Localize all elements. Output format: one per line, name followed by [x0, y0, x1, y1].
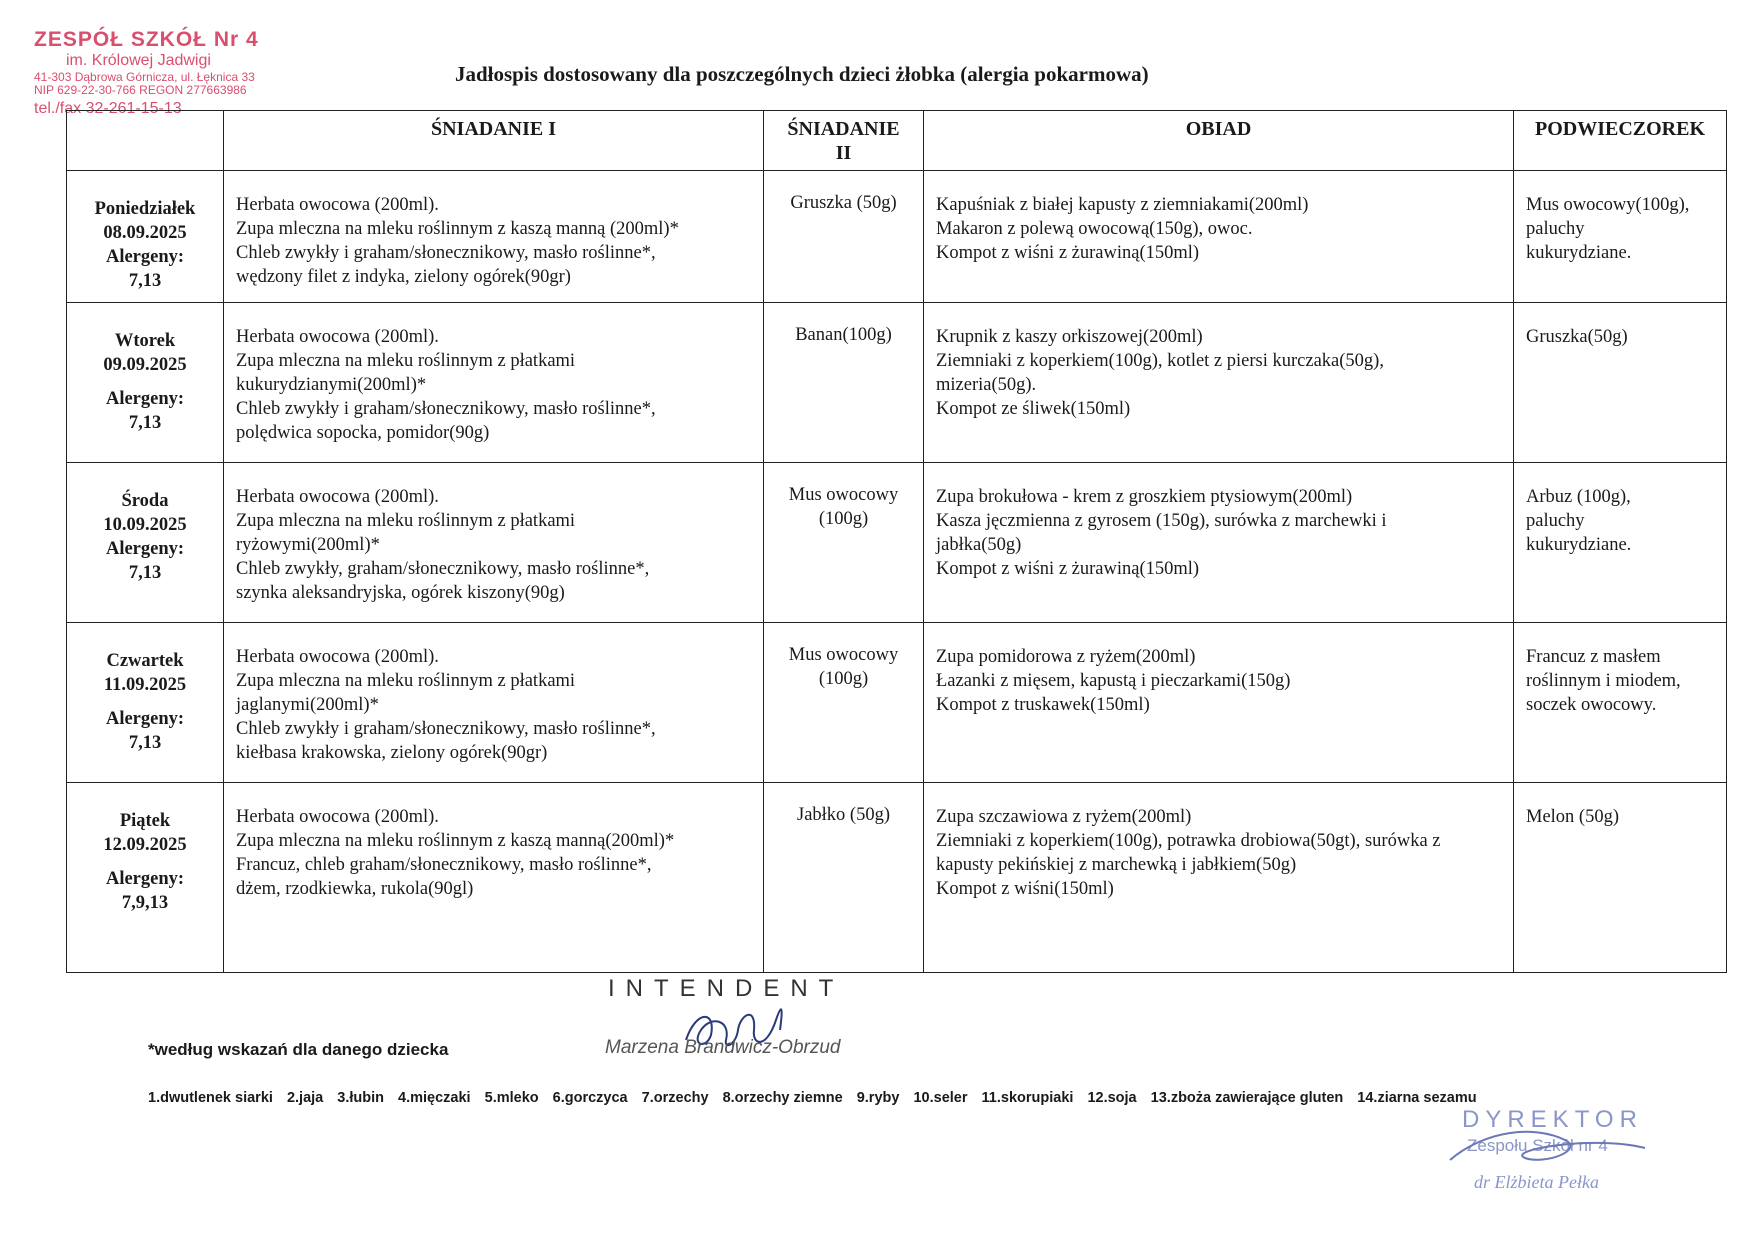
menu-line: kukurydzianymi(200ml)* [236, 375, 427, 395]
snack-cell [1514, 623, 1727, 783]
menu-line: Chleb zwykły, graham/słonecznikowy, masło roślinne*, [236, 559, 650, 579]
breakfast-1-cell [224, 783, 764, 973]
day-row-friday [67, 783, 1727, 973]
menu-line: Łazanki z mięsem, kapustą i pieczarkami(150g) [936, 671, 1291, 691]
menu-line: paluchy [1526, 219, 1585, 239]
header-day [67, 111, 224, 171]
menu-line: Jabłko (50g) [797, 805, 890, 825]
allergen-item: 6.gorczyca [552, 1090, 628, 1106]
menu-line: Herbata owocowa (200ml). [236, 647, 439, 667]
menu-line: Zupa szczawiowa z ryżem(200ml) [936, 807, 1192, 827]
allergens-label: Alergeny: [105, 709, 185, 729]
menu-line: Chleb zwykły i graham/słonecznikowy, masło roślinne*, [236, 399, 656, 419]
menu-line: soczek owocowy. [1526, 695, 1657, 715]
menu-line: Mus owocowy(100g), [1526, 195, 1690, 215]
menu-line: Kompot z wiśni(150ml) [936, 879, 1114, 899]
allergens-label: Alergeny: [105, 389, 185, 409]
school-stamp [34, 28, 259, 119]
menu-line: Zupa brokułowa - krem z groszkiem ptysiowym(200ml) [936, 487, 1353, 507]
day-name: Czwartek [106, 651, 184, 671]
allergens-value: 7,13 [128, 413, 162, 433]
allergen-item: 12.soja [1087, 1090, 1137, 1106]
allergens-label: Alergeny: [105, 869, 185, 889]
snack-cell [1514, 171, 1727, 303]
intendent-name: Marzena Brandwicz-Obrzud [605, 1037, 841, 1058]
menu-line: Herbata owocowa (200ml). [236, 327, 439, 347]
stamp-line: im. Królowej Jadwigi [66, 52, 211, 70]
day-cell [67, 171, 224, 303]
header-snack: PODWIECZOREK [1514, 111, 1727, 171]
menu-line: Chleb zwykły i graham/słonecznikowy, masło roślinne*, [236, 719, 656, 739]
menu-line: Gruszka (50g) [790, 193, 897, 213]
stamp-line: 41-303 Dąbrowa Górnicza, ul. Łęknica 33 [34, 69, 255, 84]
header-row [67, 111, 1727, 171]
menu-line: Melon (50g) [1526, 807, 1619, 827]
director-signature [1445, 1120, 1655, 1180]
director-school: Zespołu Szkół nr 4 [1467, 1136, 1608, 1155]
menu-line: Kasza jęczmienna z gyrosem (150g), surówka z marchewki i [936, 511, 1387, 531]
allergen-item: 11.skorupiaki [981, 1090, 1074, 1106]
menu-line: kukurydziane. [1526, 535, 1632, 555]
menu-line: Zupa pomidorowa z ryżem(200ml) [936, 647, 1196, 667]
lunch-cell [924, 623, 1514, 783]
allergens-value: 7,13 [128, 271, 162, 291]
menu-line: kiełbasa krakowska, zielony ogórek(90gr) [236, 743, 548, 763]
breakfast-2-cell [764, 303, 924, 463]
menu-line: (100g) [818, 669, 869, 689]
snack-cell [1514, 783, 1727, 973]
menu-line: jaglanymi(200ml)* [236, 695, 379, 715]
menu-line: mizeria(50g). [936, 375, 1037, 395]
menu-line: Herbata owocowa (200ml). [236, 487, 439, 507]
director-name: dr Elżbieta Pełka [1474, 1172, 1599, 1192]
day-name: Piątek [119, 811, 171, 831]
menu-line: Francuz z masłem [1526, 647, 1661, 667]
breakfast-1-cell [224, 171, 764, 303]
menu-line: Zupa mleczna na mleku roślinnym z płatkami [236, 671, 576, 691]
menu-line: kapusty pekińskiej z marchewką i jabłkiem(50g) [936, 855, 1297, 875]
stamp-line: NIP 629-22-30-766 REGON 277663986 [34, 83, 247, 98]
allergen-item: 8.orzechy ziemne [722, 1090, 843, 1106]
breakfast-1-cell [224, 463, 764, 623]
breakfast-1-cell [224, 303, 764, 463]
menu-line: Zupa mleczna na mleku roślinnym z kaszą manną(200ml)* [236, 831, 675, 851]
allergen-item: 9.ryby [856, 1090, 900, 1106]
allergen-item: 10.seler [913, 1090, 968, 1106]
day-cell [67, 303, 224, 463]
menu-line: kukurydziane. [1526, 243, 1632, 263]
allergen-item: 4.mięczaki [398, 1090, 471, 1106]
menu-line: ryżowymi(200ml)* [236, 535, 380, 555]
footnote: *według wskazań dla danego dziecka [148, 1040, 449, 1059]
allergen-item: 13.zboża zawierające gluten [1150, 1090, 1344, 1106]
breakfast-2-cell [764, 171, 924, 303]
day-row-wednesday [67, 463, 1727, 623]
day-date: 11.09.2025 [103, 675, 187, 695]
allergen-item: 1.dwutlenek siarki [148, 1090, 273, 1106]
intendent-stamp-title: INTENDENT [608, 975, 845, 1002]
menu-line: roślinnym i miodem, [1526, 671, 1681, 691]
menu-line: Mus owocowy [788, 645, 899, 665]
menu-line: Banan(100g) [795, 325, 892, 345]
day-row-monday [67, 171, 1727, 303]
day-row-tuesday [67, 303, 1727, 463]
snack-cell [1514, 463, 1727, 623]
menu-line: Mus owocowy [788, 485, 899, 505]
menu-line: Kompot z truskawek(150ml) [936, 695, 1150, 715]
allergen-item: 14.ziarna sezamu [1357, 1090, 1477, 1106]
day-cell [67, 623, 224, 783]
menu-line: szynka aleksandryjska, ogórek kiszony(90g) [236, 583, 565, 603]
day-cell [67, 783, 224, 973]
day-name: Środa [121, 491, 169, 511]
header-breakfast-2 [764, 111, 924, 171]
allergen-legend [148, 1084, 1568, 1112]
header-breakfast-2-line: ŚNIADANIE [787, 118, 900, 140]
menu-line: Kompot z wiśni z żurawiną(150ml) [936, 243, 1200, 263]
lunch-cell [924, 303, 1514, 463]
day-name: Poniedziałek [94, 199, 196, 219]
menu-line: wędzony filet z indyka, zielony ogórek(90gr) [236, 267, 571, 287]
menu-table [66, 110, 1727, 973]
breakfast-2-cell [764, 463, 924, 623]
menu-line: paluchy [1526, 511, 1585, 531]
menu-line: Kompot ze śliwek(150ml) [936, 399, 1131, 419]
day-cell [67, 463, 224, 623]
stamp-line: ZESPÓŁ SZKÓŁ Nr 4 [34, 28, 259, 51]
menu-line: polędwica sopocka, pomidor(90g) [236, 423, 490, 443]
allergen-item: 5.mleko [484, 1090, 539, 1106]
allergen-item: 3.łubin [337, 1090, 384, 1106]
lunch-cell [924, 171, 1514, 303]
day-date: 12.09.2025 [103, 835, 187, 855]
menu-line: Gruszka(50g) [1526, 327, 1628, 347]
allergens-value: 7,9,13 [121, 893, 169, 913]
menu-line: Kompot z wiśni z żurawiną(150ml) [936, 559, 1200, 579]
menu-line: Zupa mleczna na mleku roślinnym z płatkami [236, 511, 576, 531]
allergens-value: 7,13 [128, 733, 162, 753]
menu-line: (100g) [818, 509, 869, 529]
director-title: DYREKTOR [1462, 1106, 1643, 1133]
menu-line: Makaron z polewą owocową(150g), owoc. [936, 219, 1253, 239]
menu-line: Zupa mleczna na mleku roślinnym z kaszą manną (200ml)* [236, 219, 679, 239]
menu-line: dżem, rzodkiewka, rukola(90gl) [236, 879, 474, 899]
allergen-item: 2.jaja [286, 1090, 324, 1106]
lunch-cell [924, 783, 1514, 973]
allergen-item: 7.orzechy [641, 1090, 709, 1106]
day-date: 08.09.2025 [103, 223, 187, 243]
lunch-cell [924, 463, 1514, 623]
header-breakfast-1: ŚNIADANIE I [224, 111, 764, 171]
snack-cell [1514, 303, 1727, 463]
breakfast-2-cell [764, 623, 924, 783]
menu-line: Kapuśniak z białej kapusty z ziemniakami(200ml) [936, 195, 1309, 215]
menu-line: Chleb zwykły i graham/słonecznikowy, masło roślinne*, [236, 243, 656, 263]
page-title: Jadłospis dostosowany dla poszczególnych dzieci żłobka (alergia pokarmowa) [455, 62, 1149, 86]
day-date: 09.09.2025 [103, 355, 187, 375]
day-row-thursday [67, 623, 1727, 783]
header-lunch: OBIAD [924, 111, 1514, 171]
menu-line: Herbata owocowa (200ml). [236, 807, 439, 827]
menu-line: Ziemniaki z koperkiem(100g), potrawka drobiowa(50gt), surówka z [936, 831, 1441, 851]
allergens-label: Alergeny: [105, 247, 185, 267]
header-breakfast-2-line: II [835, 142, 852, 164]
menu-line: jabłka(50g) [936, 535, 1022, 555]
breakfast-1-cell [224, 623, 764, 783]
stamp-line: tel./fax 32-261-15-13 [34, 100, 182, 118]
day-name: Wtorek [114, 331, 176, 351]
menu-line: Herbata owocowa (200ml). [236, 195, 439, 215]
day-date: 10.09.2025 [103, 515, 187, 535]
allergens-value: 7,13 [128, 563, 162, 583]
menu-line: Arbuz (100g), [1526, 487, 1631, 507]
allergens-label: Alergeny: [105, 539, 185, 559]
breakfast-2-cell [764, 783, 924, 973]
menu-line: Krupnik z kaszy orkiszowej(200ml) [936, 327, 1203, 347]
menu-line: Ziemniaki z koperkiem(100g), kotlet z piersi kurczaka(50g), [936, 351, 1384, 371]
menu-line: Zupa mleczna na mleku roślinnym z płatkami [236, 351, 576, 371]
menu-line: Francuz, chleb graham/słonecznikowy, masło roślinne*, [236, 855, 652, 875]
